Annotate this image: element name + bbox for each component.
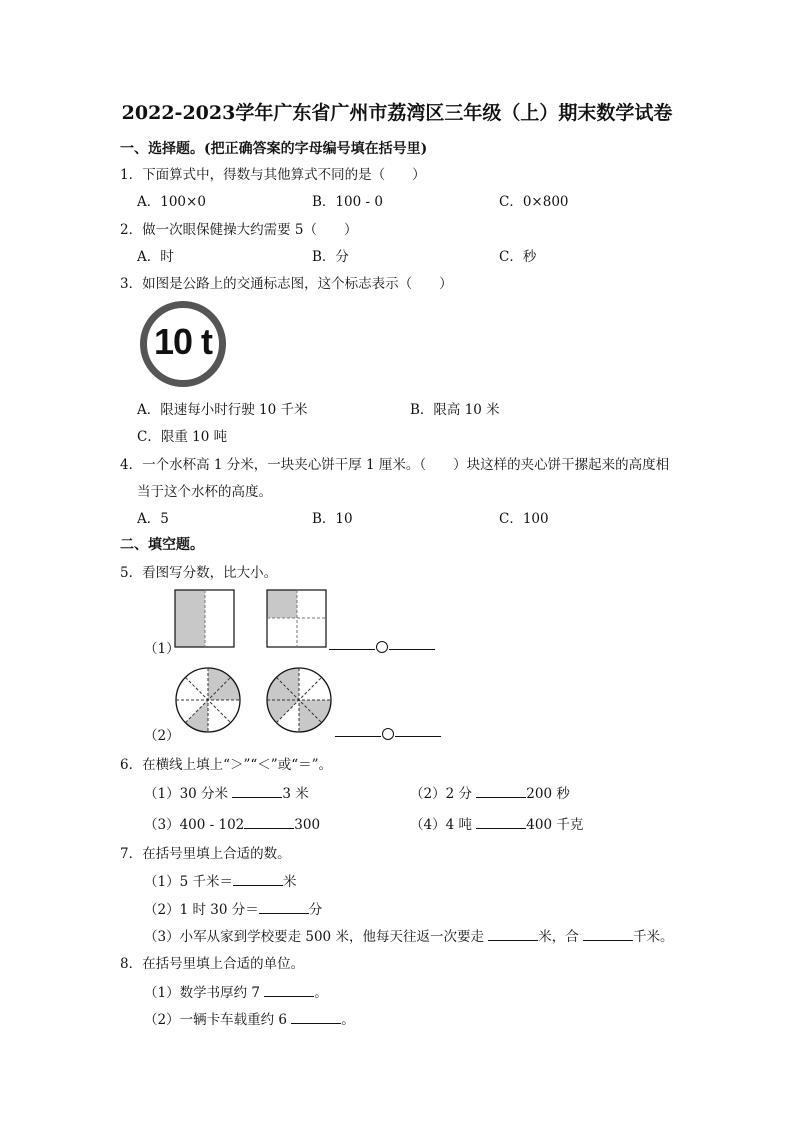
option-a: A．5: [137, 511, 169, 527]
item-text: （3）小军从家到学校要走 500 米，他每天往返一次要走: [144, 929, 484, 945]
item-text: 千米。: [633, 929, 674, 945]
question-stem: 5．看图写分数，比大小。: [120, 565, 278, 581]
answer-blank[interactable]: [232, 785, 282, 798]
question-stem: 3．如图是公路上的交通标志图，这个标志表示（ ）: [120, 276, 453, 292]
option-a: A．100×0: [137, 194, 206, 210]
answer-blank[interactable]: [395, 724, 441, 737]
option-b: B．100 - 0: [312, 194, 383, 210]
item-text: （1）数学书厚约 7: [144, 985, 260, 1001]
shaded-circle-5-8: [265, 666, 333, 734]
fill-item: [144, 870, 296, 890]
part-label: （1）: [144, 641, 180, 657]
option-a: A．时: [137, 249, 174, 265]
fill-item: [144, 981, 328, 1001]
fill-item: [410, 813, 583, 833]
item-text: 300: [294, 817, 321, 833]
answer-blank[interactable]: [264, 984, 314, 997]
question-stem: 2．做一次眼保健操大约需要 5（ ）: [120, 222, 358, 238]
answer-blank[interactable]: [335, 724, 381, 737]
question-stem-continued: 当于这个水杯的高度。: [137, 484, 272, 500]
question-stem: 6．在横线上填上“＞”“＜”或“＝”。: [120, 757, 332, 773]
section-heading: 一、选择题。(把正确答案的字母编号填在括号里): [120, 141, 428, 157]
compare-blanks: [335, 724, 441, 741]
item-text: 200 秒: [526, 786, 570, 802]
answer-blank[interactable]: [488, 928, 538, 941]
sign-text: 10 t: [153, 321, 213, 362]
item-text: 。: [341, 1012, 355, 1028]
answer-blank[interactable]: [476, 816, 526, 829]
compare-blanks: [329, 637, 435, 654]
compare-circle[interactable]: [382, 728, 394, 740]
fill-item: [144, 813, 320, 833]
item-text: （1）30 分米: [144, 786, 229, 802]
section-heading: 二、填空题。: [120, 537, 204, 553]
quarter-shaded-square: [266, 589, 328, 649]
option-b: B．限高 10 米: [410, 402, 500, 418]
compare-circle[interactable]: [376, 641, 388, 653]
item-text: （4）4 吨: [410, 817, 472, 833]
answer-blank[interactable]: [233, 873, 283, 886]
option-c: C．限重 10 吨: [137, 429, 228, 445]
weight-limit-sign: [140, 301, 226, 387]
answer-blank[interactable]: [291, 1011, 341, 1024]
fill-item: [144, 925, 674, 945]
question-stem: 7．在括号里填上合适的数。: [120, 846, 291, 862]
option-b: B．10: [312, 511, 353, 527]
fill-item: [144, 782, 309, 802]
question-stem: 8．在括号里填上合适的单位。: [120, 956, 305, 972]
item-text: 米，合: [538, 929, 579, 945]
item-text: （2）2 分: [410, 786, 472, 802]
question-stem: 4．一个水杯高 1 分米，一块夹心饼干厚 1 厘米。（ ）块这样的夹心饼干摞起来的高度相: [120, 457, 670, 473]
question-stem: 1．下面算式中，得数与其他算式不同的是（ ）: [120, 167, 426, 183]
item-text: 。: [314, 985, 328, 1001]
option-c: C．0×800: [499, 194, 569, 210]
answer-blank[interactable]: [259, 901, 309, 914]
page-title: 2022-2023学年广东省广州市荔湾区三年级（上）期末数学试卷: [121, 102, 673, 124]
answer-blank[interactable]: [583, 928, 633, 941]
item-text: （1）5 千米＝: [144, 874, 233, 890]
shaded-circle-3-8: [174, 666, 242, 734]
answer-blank[interactable]: [389, 637, 435, 650]
fill-item: [144, 898, 322, 918]
option-a: A．限速每小时行驶 10 千米: [137, 402, 308, 418]
item-text: （3）400 - 102: [144, 817, 245, 833]
option-c: C．秒: [499, 249, 537, 265]
item-text: 分: [308, 902, 323, 918]
item-text: 400 千克: [526, 817, 584, 833]
answer-blank[interactable]: [476, 785, 526, 798]
item-text: 米: [282, 874, 297, 890]
fill-item: [144, 1008, 355, 1028]
item-text: （2）一辆卡车载重约 6: [144, 1012, 287, 1028]
item-text: （2）1 时 30 分＝: [144, 902, 259, 918]
option-c: C．100: [499, 511, 549, 527]
half-shaded-square: [174, 589, 236, 649]
option-b: B．分: [312, 249, 349, 265]
answer-blank[interactable]: [329, 637, 375, 650]
answer-blank[interactable]: [244, 816, 294, 829]
item-text: 3 米: [282, 786, 309, 802]
fill-item: [410, 782, 570, 802]
part-label: （2）: [144, 728, 180, 744]
